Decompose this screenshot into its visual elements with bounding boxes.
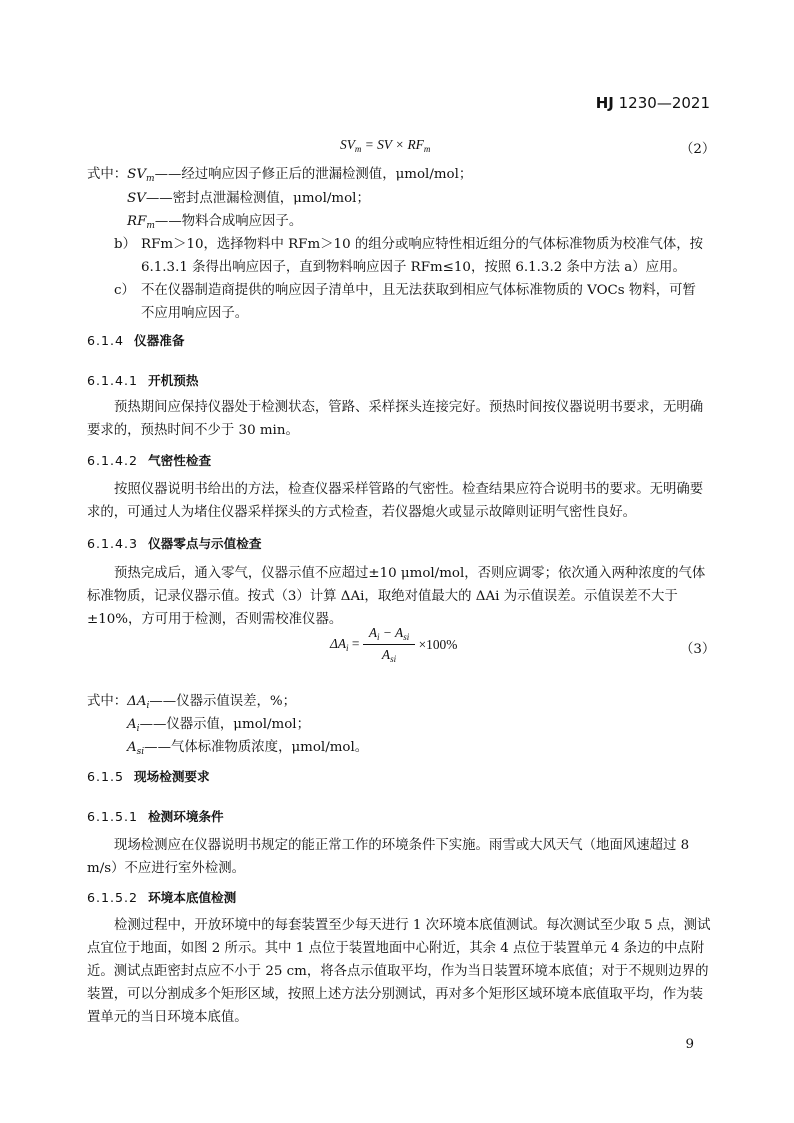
heading-number: 6.1.4.3 — [87, 536, 139, 551]
heading-6-1-4-3 — [87, 533, 261, 552]
heading-6-1-4-2 — [87, 450, 211, 469]
where-line-1 — [87, 163, 472, 184]
heading-title: 检测环境条件 — [148, 809, 224, 824]
var-svm-desc: ——经过响应因子修正后的泄漏检测值，μmol/mol； — [154, 167, 473, 182]
var-rfm-sub: m — [146, 221, 155, 231]
eq3-fraction — [363, 625, 415, 664]
heading-number: 6.1.5.2 — [87, 890, 139, 905]
where-line-3 — [127, 210, 302, 231]
eq3-lhs-sub: i — [346, 643, 349, 653]
eq3-numerator: A — [368, 625, 378, 640]
heading-number: 6.1.4.1 — [87, 373, 139, 388]
equation-2-label: （2） — [680, 142, 716, 157]
var-rfm: RF — [127, 214, 147, 229]
eq2-lhs: SV — [340, 137, 355, 152]
var-delta-ai: ΔA — [127, 694, 147, 709]
where-prefix: 式中： — [87, 694, 128, 709]
eq3-lhs: ΔA — [330, 636, 347, 651]
where2-line-3 — [127, 736, 368, 757]
heading-6-1-4-1 — [87, 370, 198, 389]
heading-title: 仪器零点与示值检查 — [148, 536, 262, 551]
item-b-line-2: 6.1.3.1 条得出响应因子，直到物料响应因子 RFm≤10，按照 6.1.3.2 条中方法 a）应用。 — [141, 260, 686, 275]
var-sv-desc: ——密封点泄漏检测值，μmol/mol； — [145, 191, 370, 206]
document-code — [596, 94, 710, 112]
heading-number: 6.1.4.2 — [87, 453, 139, 468]
eq2-rhs: RF — [407, 137, 424, 152]
heading-number: 6.1.5 — [87, 769, 125, 784]
heading-6-1-4 — [87, 330, 184, 349]
heading-title: 现场检测要求 — [134, 769, 210, 784]
var-delta-ai-desc: ——仪器示值误差，%； — [149, 694, 297, 709]
heading-6-1-5-2 — [87, 887, 236, 906]
var-ai-desc: ——仪器示值，μmol/mol； — [139, 717, 310, 732]
page-number: 9 — [685, 1037, 694, 1052]
paragraph-6-1-5-1: 现场检测应在仪器说明书规定的能正常工作的环境条件下实施。雨雪或大风天气（地面风速超过 8 m/s）不应进行室外检测。 — [87, 838, 690, 876]
var-delta-ai-sub: i — [146, 701, 150, 711]
paragraph-6-1-4-2: 按照仪器说明书给出的方法，检查仪器采样管路的气密性。检查结果应符合说明书的要求。无明确要求的，可通过人为堵住仪器采样探头的方式检查，若仪器熄火或显示故障则证明气密性良好。 — [87, 482, 704, 520]
var-svm-sub: m — [146, 174, 155, 184]
item-c-marker: c） — [114, 283, 135, 298]
eq2-lhs-sub: m — [354, 144, 362, 154]
eq2-mid: = SV × — [361, 137, 408, 152]
heading-number: 6.1.5.1 — [87, 809, 139, 824]
var-ai: A — [127, 717, 137, 732]
eq2-rhs-sub: m — [423, 144, 431, 154]
paragraph-6-1-4-3: 预热完成后，通入零气，仪器示值不应超过±10 μmol/mol，否则应调零；依次通入两种浓度的气体标准物质，记录仪器示值。按式（3）计算 ΔAi，取绝对值最大的 ΔAi 为示值误差。示值误差不大于±10%，方可用于检测，否则需校准仪器。 — [87, 566, 706, 627]
item-c-line-1: 不在仪器制造商提供的响应因子清单中，且无法获取到相应气体标准物质的 VOCs 物料，可暂 — [141, 283, 696, 298]
heading-6-1-5-1 — [87, 806, 224, 825]
var-ai-sub: i — [136, 724, 140, 734]
var-sv: SV — [127, 191, 146, 206]
paragraph-6-1-4-1: 预热期间应保持仪器处于检测状态，管路、采样探头连接完好。预热时间按仪器说明书要求，无明确要求的，预热时间不少于 30 min。 — [87, 400, 704, 438]
eq3-denominator-sub: si — [390, 654, 397, 664]
paragraph-6-1-5-2: 检测过程中，开放环境中的每套装置至少每天进行 1 次环境本底值测试。每次测试至少取 5 点，测试点宜位于地面，如图 2 所示。其中 1 点位于装置地面中心附近，其余 4 点位于装置单元 4 条边的中点附近。测试点距密封点应不小于 25 cm，将各点示值取平均，作为当日装置环境本底值；对于不规则边界的装置，可以分割成多个矩形区域，按照上述方法分别测试，再对多个矩形区域环境本底值取平均，作为装置单元的当日环境本底值。 — [87, 918, 711, 1025]
heading-title: 环境本底值检测 — [148, 890, 237, 905]
where-line-2 — [127, 187, 370, 206]
eq3-denominator: A — [381, 647, 391, 662]
eq3-equals: = — [348, 636, 360, 651]
heading-6-1-5 — [87, 766, 210, 785]
item-b-marker: b） — [114, 237, 136, 252]
where-prefix: 式中： — [87, 167, 128, 182]
equation-3 — [330, 625, 457, 664]
equation-2 — [340, 137, 430, 154]
eq3-tail: ×100% — [418, 636, 458, 652]
eq3-numerator-sub: i — [377, 632, 380, 642]
heading-number: 6.1.4 — [87, 333, 125, 348]
var-asi: A — [127, 740, 137, 755]
eq3-minus: − A — [379, 625, 404, 640]
item-b-line-1: RFm＞10，选择物料中 RFm＞10 的组分或响应特性相近组分的气体标准物质为校准气体，按 — [141, 237, 704, 252]
item-c-line-2: 不应用响应因子。 — [141, 306, 249, 321]
where2-line-1 — [87, 690, 296, 711]
heading-title: 气密性检查 — [148, 453, 212, 468]
var-asi-desc: ——气体标准物质浓度，μmol/mol。 — [144, 740, 369, 755]
heading-title: 开机预热 — [148, 373, 199, 388]
var-svm: SV — [127, 167, 147, 182]
eq3-minus-sub: si — [403, 632, 410, 642]
equation-3-label: （3） — [680, 642, 716, 657]
var-asi-sub: si — [136, 747, 145, 757]
var-rfm-desc: ——物料合成响应因子。 — [154, 214, 303, 229]
heading-title: 仪器准备 — [134, 333, 185, 348]
standard-number: 1230—2021 — [613, 94, 710, 112]
standard-prefix: HJ — [595, 94, 614, 112]
where2-line-2 — [127, 713, 310, 734]
